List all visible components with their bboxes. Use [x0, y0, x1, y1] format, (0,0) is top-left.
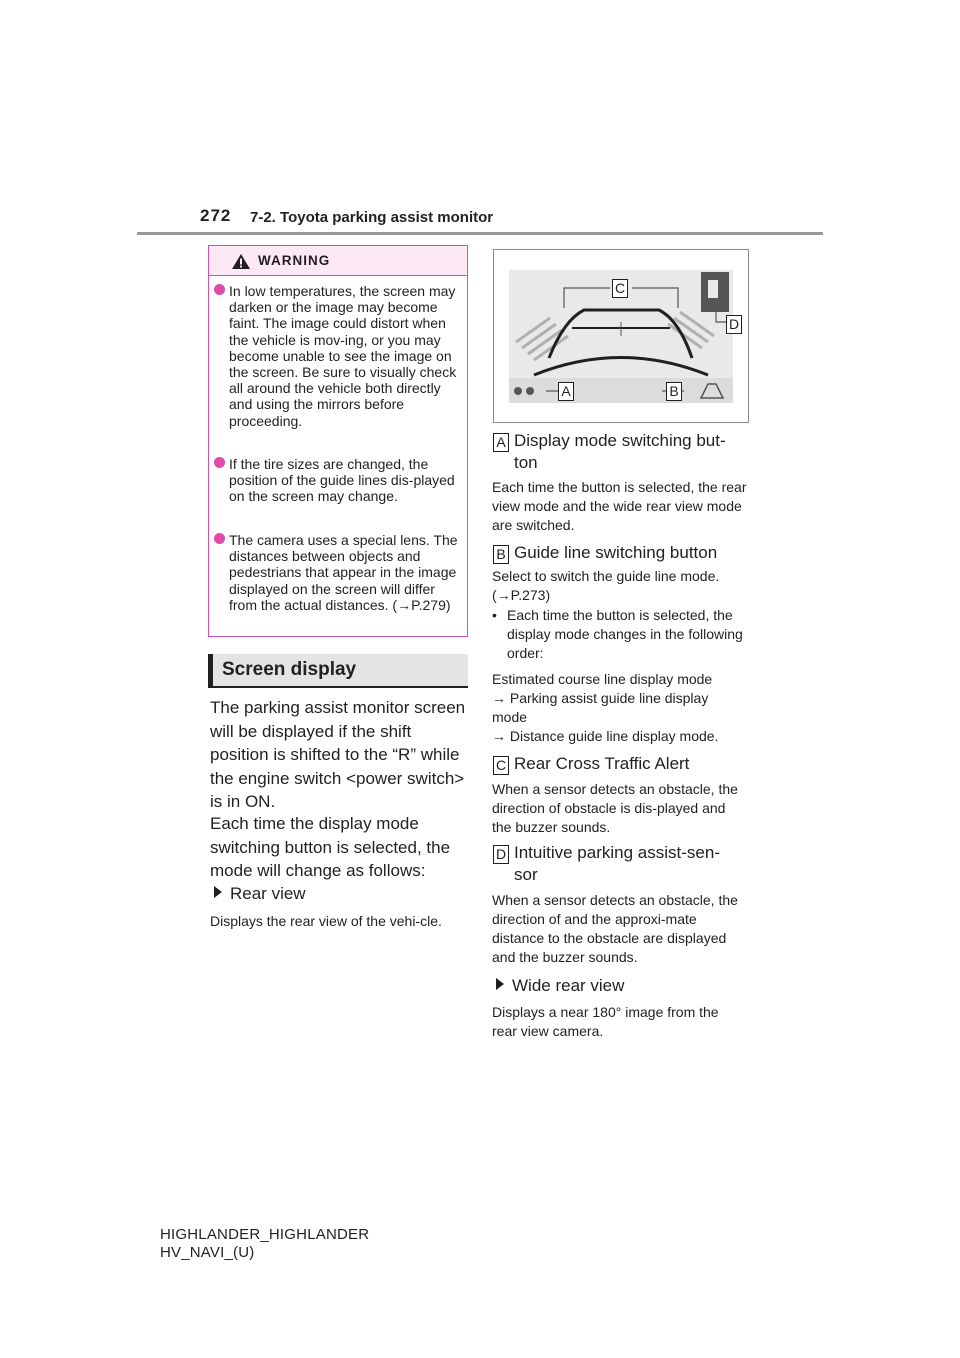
screen-display-heading: Screen display [208, 654, 468, 688]
bullet-dot-icon [214, 284, 225, 295]
wide-rear-view-title: Wide rear view [496, 974, 758, 998]
triangle-bullet-icon [496, 978, 504, 990]
bullet-dot-icon [214, 457, 225, 468]
item-d-title: Intuitive parking assist-sen- sor [514, 843, 720, 884]
arrow-right-icon: → [492, 690, 506, 706]
item-d-description: When a sensor detects an obstacle, the direction of and the approxi-mate distance to the obstacle are displayed and the buzzer sounds. [492, 892, 738, 965]
item-a-title: Display mode switching but- ton [514, 431, 726, 472]
warning-item: The camera uses a special lens. The distances between objects and pedestrians that appear in the image displayed on the screen will differ from the actual distances. (→P.279) [214, 532, 460, 613]
camera-screen-figure [493, 249, 749, 423]
item-c-title: Rear Cross Traffic Alert [514, 754, 690, 773]
footer-model-code: HIGHLANDER_HIGHLANDER HV_NAVI_(U) [160, 1226, 370, 1261]
item-label-b: B [493, 545, 509, 564]
item-b-title: Guide line switching button [514, 543, 718, 562]
warning-box [208, 245, 468, 637]
item-b-description: Select to switch the guide line mode. (→P.273) [492, 568, 720, 603]
bullet-dot-icon [214, 533, 225, 544]
figure-label-d: D [726, 315, 742, 334]
item-label-a: A [493, 433, 509, 452]
page-number: 272 [200, 206, 232, 225]
figure-label-a: A [558, 382, 574, 401]
item-label-c: C [493, 756, 509, 775]
item-b-order: Estimated course line display mode → Parking assist guide line display mode → Distance guide line display mode. [492, 671, 719, 744]
item-label-d: D [493, 845, 509, 864]
wide-rear-view-description: Displays a near 180° image from the rear view camera. [492, 1004, 719, 1039]
warning-item: If the tire sizes are changed, the position of the guide lines dis-played on the screen may change. [214, 456, 460, 505]
warning-item: In low temperatures, the screen may darken or the image may become faint. The image could distort when the vehicle is mov-ing, or you may become unable to see the image on the screen. Be sure to visually check all around the vehicle both directly and using the mirrors before proceeding. [214, 283, 460, 429]
item-c-description: When a sensor detects an obstacle, the direction of obstacle is dis-played and the buzzer sounds. [492, 781, 738, 835]
mode-intro-paragraph: Each time the display mode switching button is selected, the mode will change as follows: [210, 814, 451, 880]
figure-label-c: C [612, 279, 628, 298]
warning-triangle-icon [231, 253, 251, 270]
triangle-bullet-icon [214, 886, 222, 898]
item-a-description: Each time the button is selected, the rear view mode and the wide rear view mode are switched. [492, 479, 747, 533]
rear-view-description: Displays the rear view of the vehi-cle. [210, 913, 442, 929]
arrow-right-icon: → [492, 728, 506, 744]
intro-paragraph: The parking assist monitor screen will be displayed if the shift position is shifted to the “R” while the engine switch <power switch> is in ON. [210, 698, 466, 811]
parking-monitor-illustration [494, 250, 748, 422]
arrow-right-icon: → [496, 587, 511, 603]
warning-title: WARNING [258, 253, 331, 268]
warning-header [209, 246, 467, 276]
arrow-right-icon: → [397, 596, 412, 613]
page-reference[interactable]: →P.279) [397, 596, 451, 613]
figure-label-b: B [666, 382, 682, 401]
section-title: 7-2. Toyota parking assist monitor [250, 209, 494, 226]
rear-view-title: Rear view [214, 882, 476, 906]
item-b-sub-bullet: • Each time the button is selected, the display mode changes in the following order: [492, 607, 743, 661]
header-rule [137, 232, 823, 235]
page-reference[interactable]: →P.273) [496, 587, 551, 603]
